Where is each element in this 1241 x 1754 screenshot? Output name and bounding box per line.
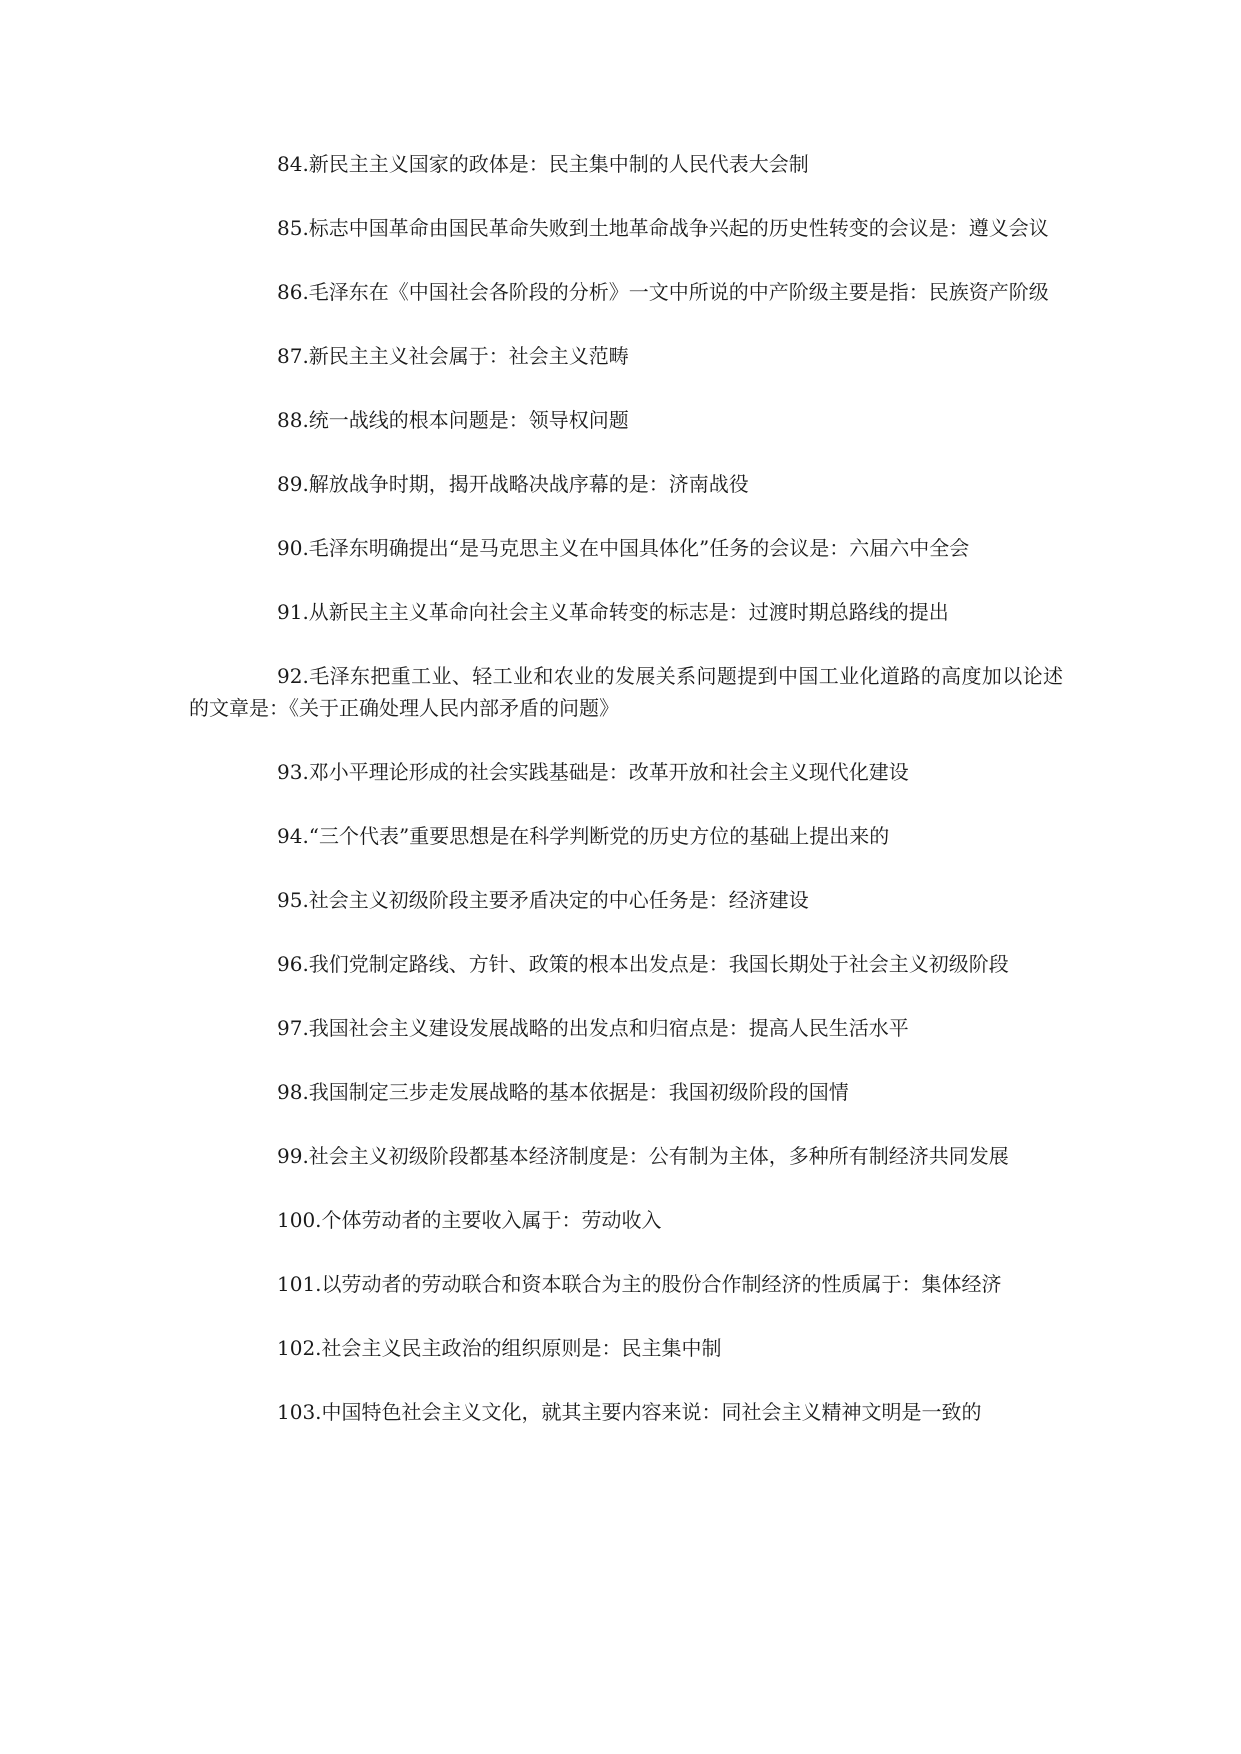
item-91: 91.从新民主主义革命向社会主义革命转变的标志是：过渡时期总路线的提出 [277, 600, 949, 624]
item-101: 101.以劳动者的劳动联合和资本联合为主的股份合作制经济的性质属于：集体经济 [277, 1272, 1002, 1296]
item-85: 85.标志中国革命由国民革命失败到土地革命战争兴起的历史性转变的会议是：遵义会议 [277, 216, 1049, 240]
item-100: 100.个体劳动者的主要收入属于：劳动收入 [277, 1208, 662, 1232]
item-92: 92.毛泽东把重工业、轻工业和农业的发展关系问题提到中国工业化道路的高度加以论述的文章是：《关于正确处理人民内部矛盾的问题》 [189, 664, 1063, 720]
item-90: 90.毛泽东明确提出“是马克思主义在中国具体化”任务的会议是：六届六中全会 [277, 536, 970, 560]
item-93: 93.邓小平理论形成的社会实践基础是：改革开放和社会主义现代化建设 [277, 760, 909, 784]
document-body [189, 148, 1063, 1460]
item-97: 97.我国社会主义建设发展战略的出发点和归宿点是：提高人民生活水平 [277, 1016, 909, 1040]
item-87: 87.新民主主义社会属于：社会主义范畴 [277, 344, 629, 368]
item-84: 84.新民主主义国家的政体是：民主集中制的人民代表大会制 [277, 152, 809, 176]
item-86: 86.毛泽东在《中国社会各阶段的分析》一文中所说的中产阶级主要是指：民族资产阶级 [277, 280, 1049, 304]
item-94: 94.“三个代表”重要思想是在科学判断党的历史方位的基础上提出来的 [277, 824, 890, 848]
item-102: 102.社会主义民主政治的组织原则是：民主集中制 [277, 1336, 722, 1360]
item-88: 88.统一战线的根本问题是：领导权问题 [277, 408, 629, 432]
item-96: 96.我们党制定路线、方针、政策的根本出发点是：我国长期处于社会主义初级阶段 [277, 952, 1009, 976]
item-89: 89.解放战争时期，揭开战略决战序幕的是：济南战役 [277, 472, 749, 496]
item-103: 103.中国特色社会主义文化，就其主要内容来说：同社会主义精神文明是一致的 [277, 1400, 982, 1424]
item-99: 99.社会主义初级阶段都基本经济制度是：公有制为主体，多种所有制经济共同发展 [277, 1144, 1009, 1168]
item-98: 98.我国制定三步走发展战略的基本依据是：我国初级阶段的国情 [277, 1080, 849, 1104]
item-95: 95.社会主义初级阶段主要矛盾决定的中心任务是：经济建设 [277, 888, 809, 912]
